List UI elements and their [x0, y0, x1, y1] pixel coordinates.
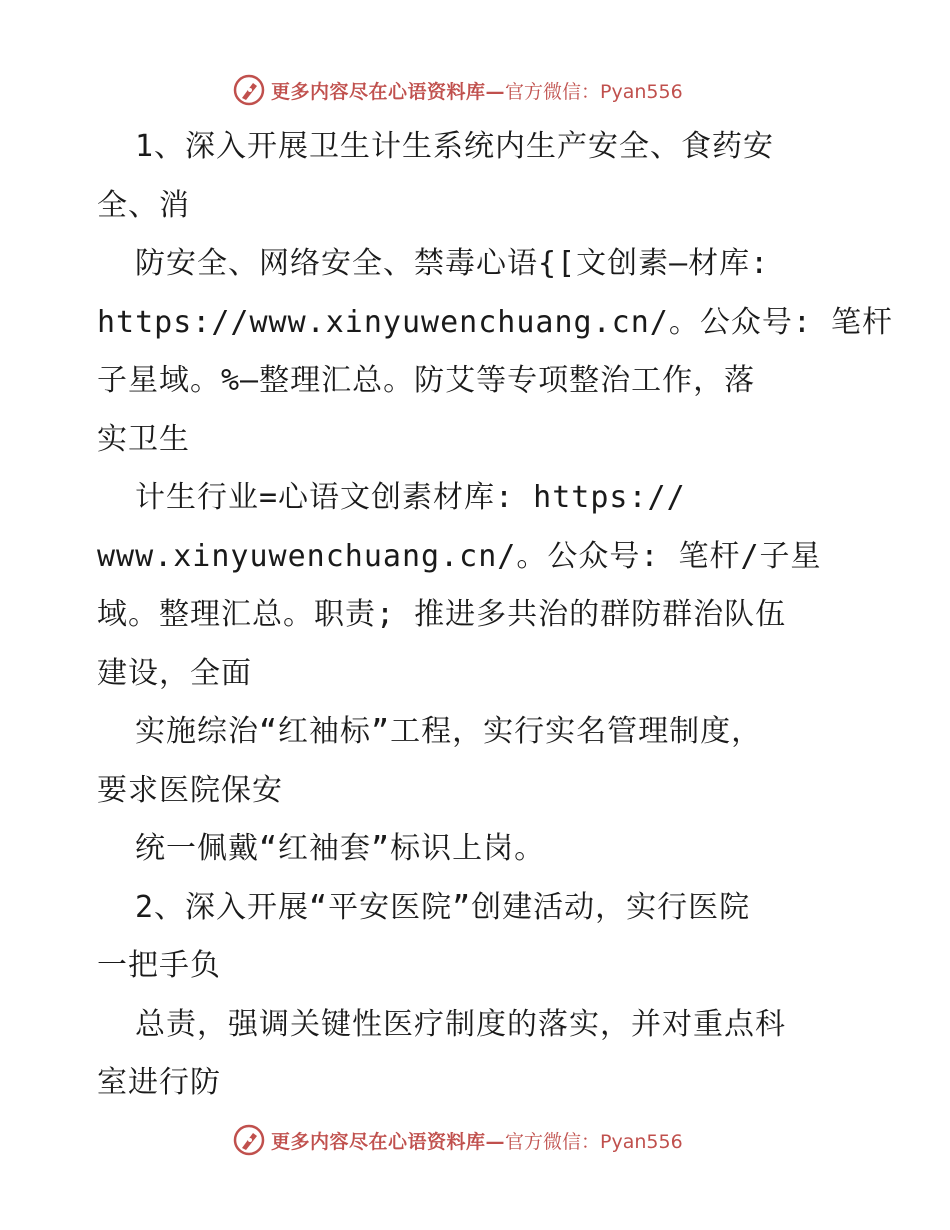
header-banner-lead: 更多内容尽在心语资料库—: [271, 80, 506, 103]
text-line: www.xinyuwenchuang.cn/。公众号: 笔杆/子星: [97, 538, 822, 574]
text-line: 要求医院保安: [97, 772, 283, 808]
text-line: 一把手负: [97, 948, 221, 983]
text-line: 建设，全面: [97, 655, 252, 691]
text-line: 子星域。%—整理汇总。防艾等专项整治工作，落: [97, 363, 756, 398]
text-line: 室进行防: [97, 1065, 221, 1100]
text-line: 计生行业=心语文创素材库: https://: [135, 480, 686, 515]
header-banner: [233, 70, 733, 110]
footer-banner: [233, 1120, 733, 1160]
footer-banner-lead: 更多内容尽在心语资料库—: [271, 1130, 506, 1153]
text-line: 域。整理汇总。职责; 推进多共治的群防群治队伍: [97, 597, 787, 632]
text-line: 1、深入开展卫生计生系统内生产安全、食药安: [135, 129, 775, 164]
text-line: 统一佩戴“红袖套”标识上岗。: [135, 831, 546, 866]
text-line: https://www.xinyuwenchuang.cn/。公众号: 笔杆: [97, 304, 893, 340]
text-line: 防安全、网络安全、禁毒心语{[文创素—材库:: [135, 246, 770, 281]
text-line: 实施综治“红袖标”工程，实行实名管理制度，: [135, 714, 763, 749]
pen-nib-circle-icon: [233, 74, 265, 106]
pen-nib-circle-icon: [233, 1124, 265, 1156]
body-text: [97, 118, 893, 1113]
text-line: 实卫生: [97, 421, 190, 457]
text-line: 2、深入开展“平安医院”创建活动，实行医院: [135, 889, 751, 925]
text-line: 全、消: [97, 187, 190, 223]
header-banner-contact: 官方微信：Pyan556: [505, 80, 683, 103]
footer-banner-contact: 官方微信：Pyan556: [505, 1130, 683, 1153]
text-line: 总责，强调关键性医疗制度的落实，并对重点科: [135, 1006, 786, 1042]
